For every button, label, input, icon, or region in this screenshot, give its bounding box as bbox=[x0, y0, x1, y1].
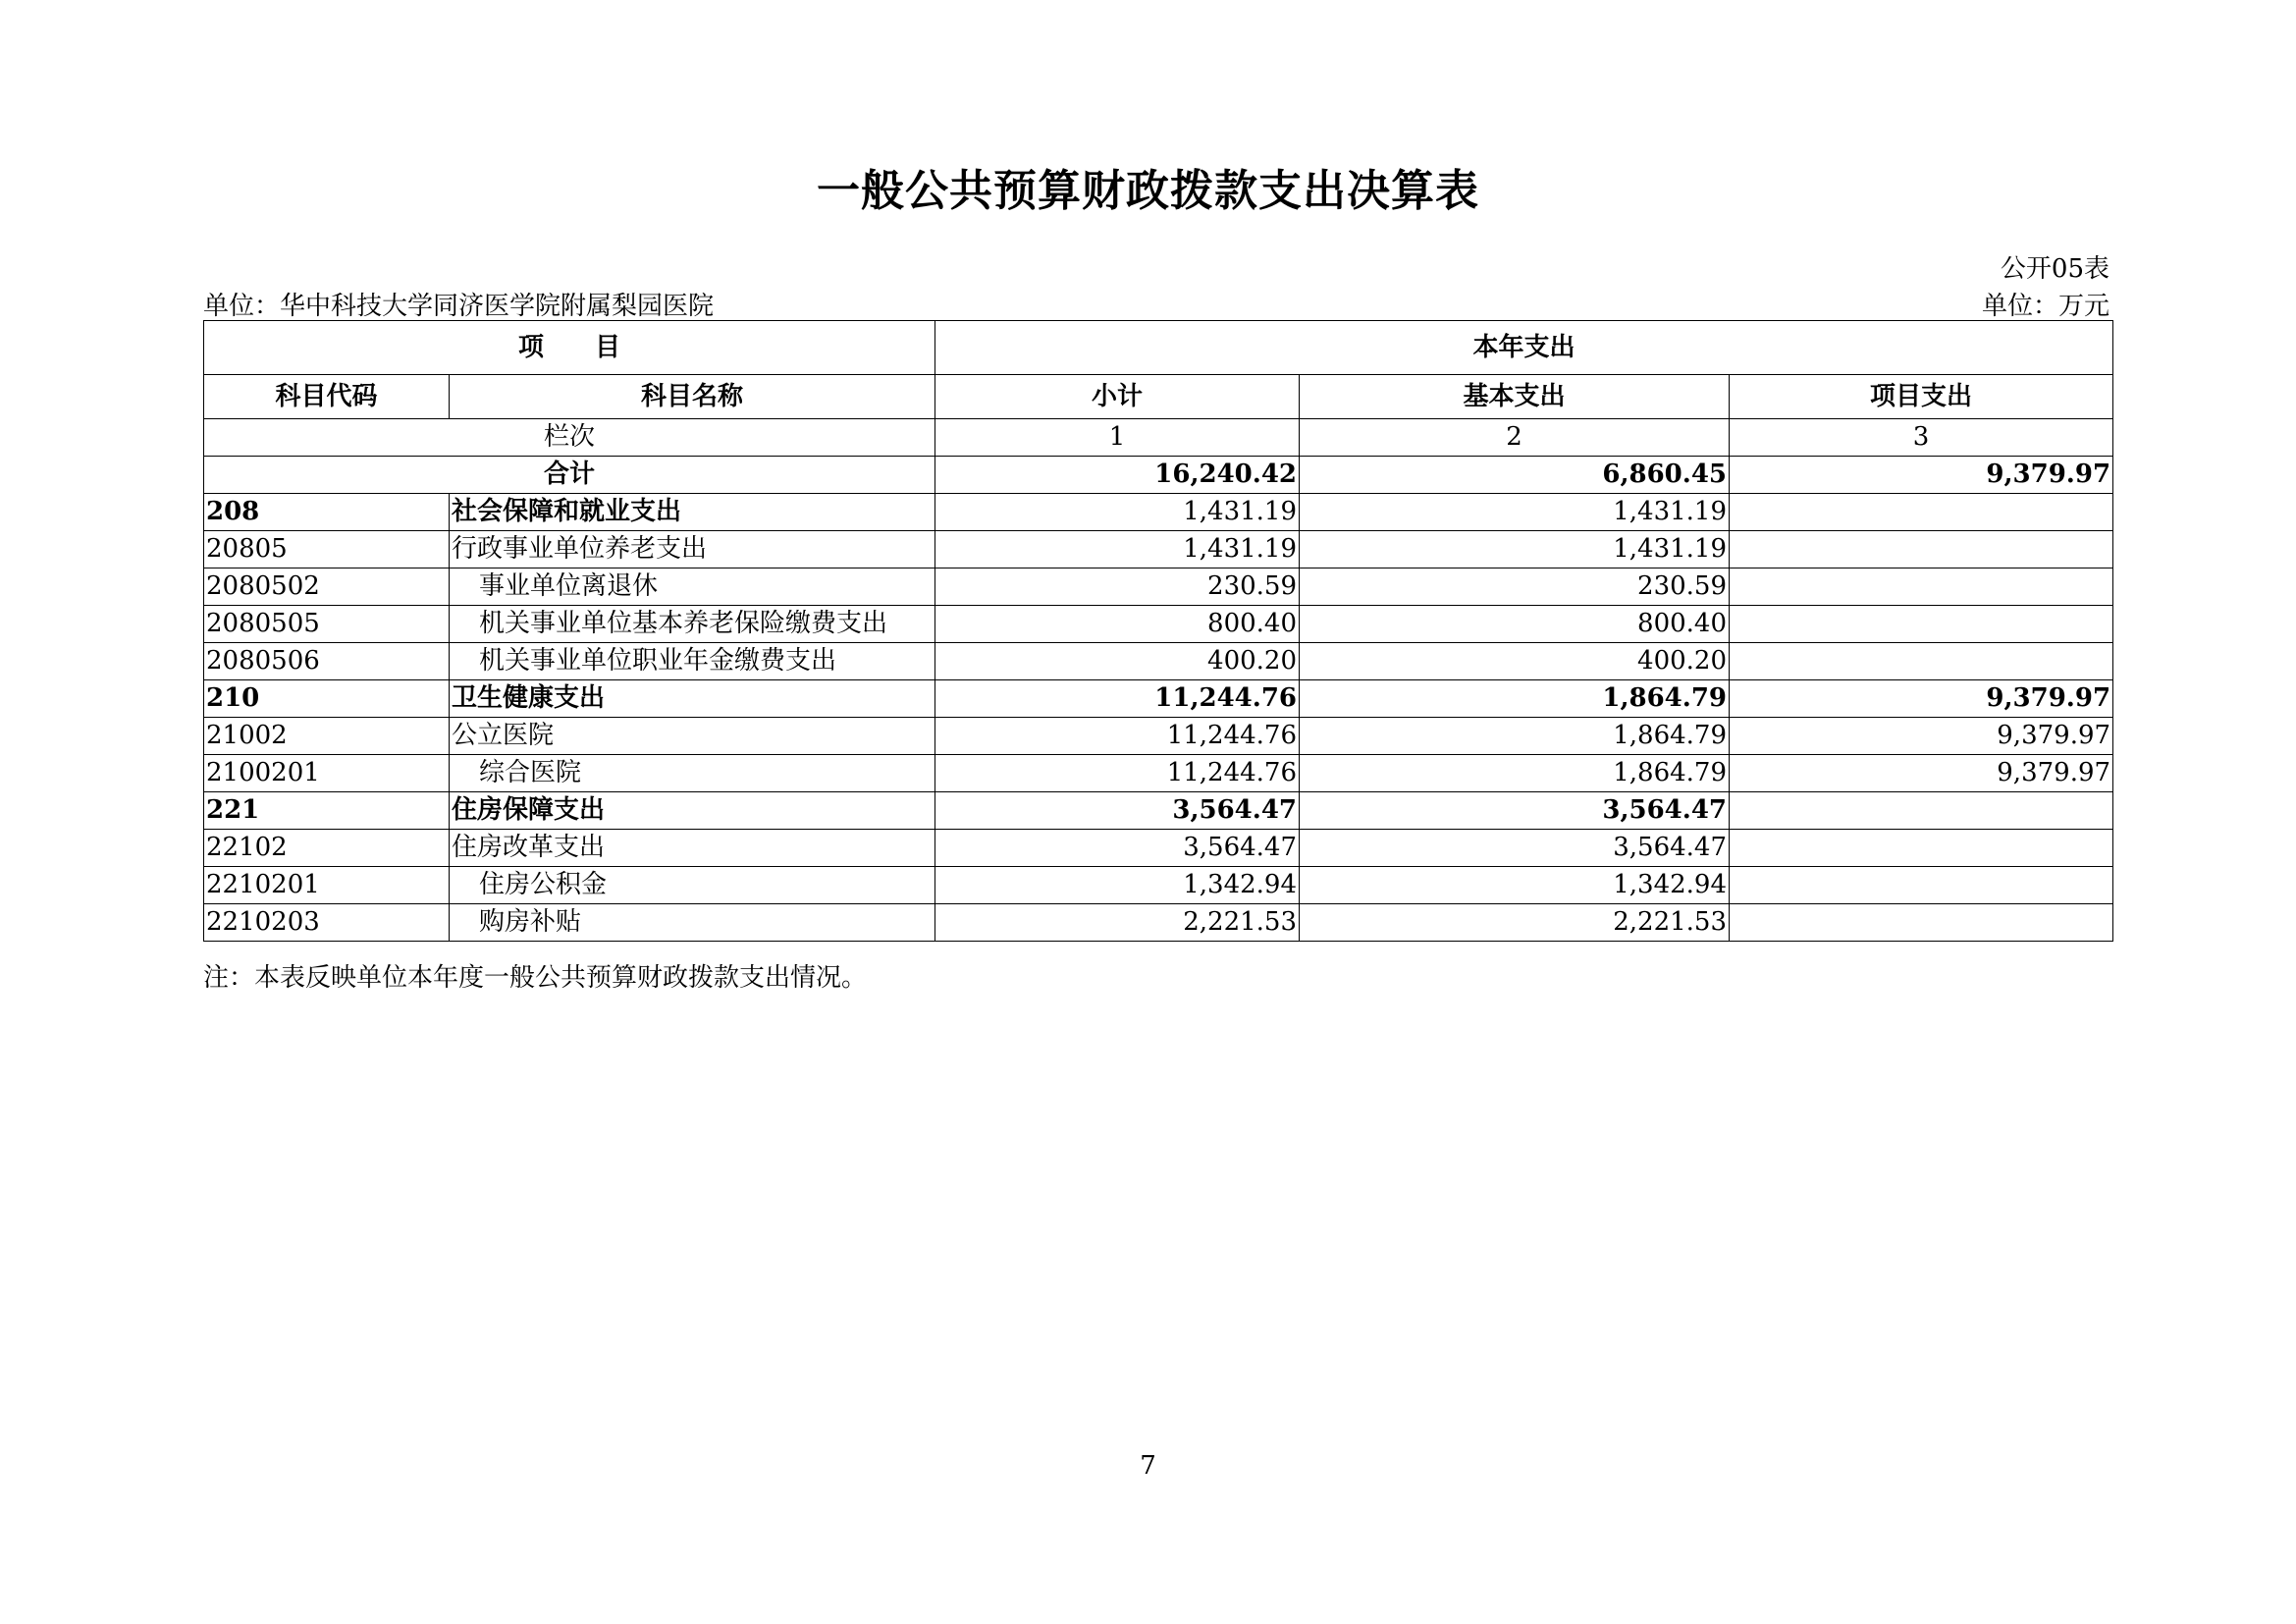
row-subtotal: 11,244.76 bbox=[935, 718, 1300, 755]
row-subtotal: 1,431.19 bbox=[935, 494, 1300, 531]
table-row bbox=[204, 494, 2113, 531]
row-code: 20805 bbox=[204, 531, 450, 568]
row-basic: 1,864.79 bbox=[1300, 680, 1730, 718]
table-row bbox=[204, 867, 2113, 904]
row-code: 208 bbox=[204, 494, 450, 531]
row-subtotal: 3,564.47 bbox=[935, 830, 1300, 867]
form-number: 公开05表 bbox=[2000, 254, 2109, 284]
row-subtotal: 11,244.76 bbox=[935, 680, 1300, 718]
row-basic: 800.40 bbox=[1300, 606, 1730, 643]
row-project bbox=[1730, 867, 2113, 904]
column-order-1: 1 bbox=[935, 419, 1300, 457]
total-label: 合计 bbox=[204, 457, 935, 494]
row-name: 公立医院 bbox=[450, 718, 935, 755]
total-subtotal: 16,240.42 bbox=[935, 457, 1300, 494]
row-basic: 3,564.47 bbox=[1300, 792, 1730, 830]
row-code: 2080502 bbox=[204, 568, 450, 606]
row-basic: 400.20 bbox=[1300, 643, 1730, 680]
table-note: 注：本表反映单位本年度一般公共预算财政拨款支出情况。 bbox=[203, 963, 868, 993]
row-name: 事业单位离退休 bbox=[450, 568, 935, 606]
row-code: 21002 bbox=[204, 718, 450, 755]
row-code: 2080505 bbox=[204, 606, 450, 643]
table-row bbox=[204, 755, 2113, 792]
row-name: 社会保障和就业支出 bbox=[450, 494, 935, 531]
header-project: 项 目 bbox=[204, 321, 935, 375]
row-project bbox=[1730, 606, 2113, 643]
row-code: 210 bbox=[204, 680, 450, 718]
total-row bbox=[204, 457, 2113, 494]
row-project: 9,379.97 bbox=[1730, 718, 2113, 755]
header-name: 科目名称 bbox=[450, 375, 935, 419]
row-basic: 1,342.94 bbox=[1300, 867, 1730, 904]
row-code: 2210201 bbox=[204, 867, 450, 904]
row-name: 卫生健康支出 bbox=[450, 680, 935, 718]
row-project bbox=[1730, 531, 2113, 568]
table-row bbox=[204, 568, 2113, 606]
row-basic: 1,864.79 bbox=[1300, 755, 1730, 792]
row-name: 住房改革支出 bbox=[450, 830, 935, 867]
row-basic: 1,431.19 bbox=[1300, 531, 1730, 568]
row-subtotal: 3,564.47 bbox=[935, 792, 1300, 830]
row-basic: 1,864.79 bbox=[1300, 718, 1730, 755]
page-title: 一般公共预算财政拨款支出决算表 bbox=[817, 166, 1479, 216]
header-current-year: 本年支出 bbox=[935, 321, 2113, 375]
row-project: 9,379.97 bbox=[1730, 680, 2113, 718]
row-project bbox=[1730, 830, 2113, 867]
row-project bbox=[1730, 792, 2113, 830]
row-code: 22102 bbox=[204, 830, 450, 867]
expenditure-table bbox=[203, 320, 2113, 942]
row-subtotal: 1,431.19 bbox=[935, 531, 1300, 568]
column-order-label: 栏次 bbox=[204, 419, 935, 457]
header-subtotal: 小计 bbox=[935, 375, 1300, 419]
row-basic: 230.59 bbox=[1300, 568, 1730, 606]
row-name: 机关事业单位基本养老保险缴费支出 bbox=[450, 606, 935, 643]
row-name: 综合医院 bbox=[450, 755, 935, 792]
table-row bbox=[204, 606, 2113, 643]
header-basic: 基本支出 bbox=[1300, 375, 1730, 419]
row-name: 购房补贴 bbox=[450, 904, 935, 942]
row-name: 住房保障支出 bbox=[450, 792, 935, 830]
table-row bbox=[204, 792, 2113, 830]
row-project: 9,379.97 bbox=[1730, 755, 2113, 792]
table-row bbox=[204, 830, 2113, 867]
row-subtotal: 400.20 bbox=[935, 643, 1300, 680]
row-project bbox=[1730, 643, 2113, 680]
row-project bbox=[1730, 494, 2113, 531]
row-subtotal: 230.59 bbox=[935, 568, 1300, 606]
table-row bbox=[204, 531, 2113, 568]
table-row bbox=[204, 643, 2113, 680]
row-name: 住房公积金 bbox=[450, 867, 935, 904]
header-code: 科目代码 bbox=[204, 375, 450, 419]
row-code: 2080506 bbox=[204, 643, 450, 680]
row-project bbox=[1730, 904, 2113, 942]
header-row-top bbox=[204, 321, 2113, 375]
column-order-3: 3 bbox=[1730, 419, 2113, 457]
row-project bbox=[1730, 568, 2113, 606]
organization-unit: 单位：华中科技大学同济医学院附属梨园医院 bbox=[203, 292, 715, 321]
table-row bbox=[204, 718, 2113, 755]
column-order-row bbox=[204, 419, 2113, 457]
row-name: 行政事业单位养老支出 bbox=[450, 531, 935, 568]
money-unit: 单位：万元 bbox=[1981, 292, 2109, 321]
header-row-columns bbox=[204, 375, 2113, 419]
row-code: 2100201 bbox=[204, 755, 450, 792]
total-basic: 6,860.45 bbox=[1300, 457, 1730, 494]
table-row bbox=[204, 904, 2113, 942]
row-code: 2210203 bbox=[204, 904, 450, 942]
row-name: 机关事业单位职业年金缴费支出 bbox=[450, 643, 935, 680]
row-code: 221 bbox=[204, 792, 450, 830]
row-basic: 1,431.19 bbox=[1300, 494, 1730, 531]
row-basic: 2,221.53 bbox=[1300, 904, 1730, 942]
header-project-exp: 项目支出 bbox=[1730, 375, 2113, 419]
row-subtotal: 2,221.53 bbox=[935, 904, 1300, 942]
total-project: 9,379.97 bbox=[1730, 457, 2113, 494]
table-row bbox=[204, 680, 2113, 718]
row-subtotal: 1,342.94 bbox=[935, 867, 1300, 904]
row-subtotal: 800.40 bbox=[935, 606, 1300, 643]
page-number: 7 bbox=[1140, 1451, 1156, 1481]
row-basic: 3,564.47 bbox=[1300, 830, 1730, 867]
column-order-2: 2 bbox=[1300, 419, 1730, 457]
row-subtotal: 11,244.76 bbox=[935, 755, 1300, 792]
